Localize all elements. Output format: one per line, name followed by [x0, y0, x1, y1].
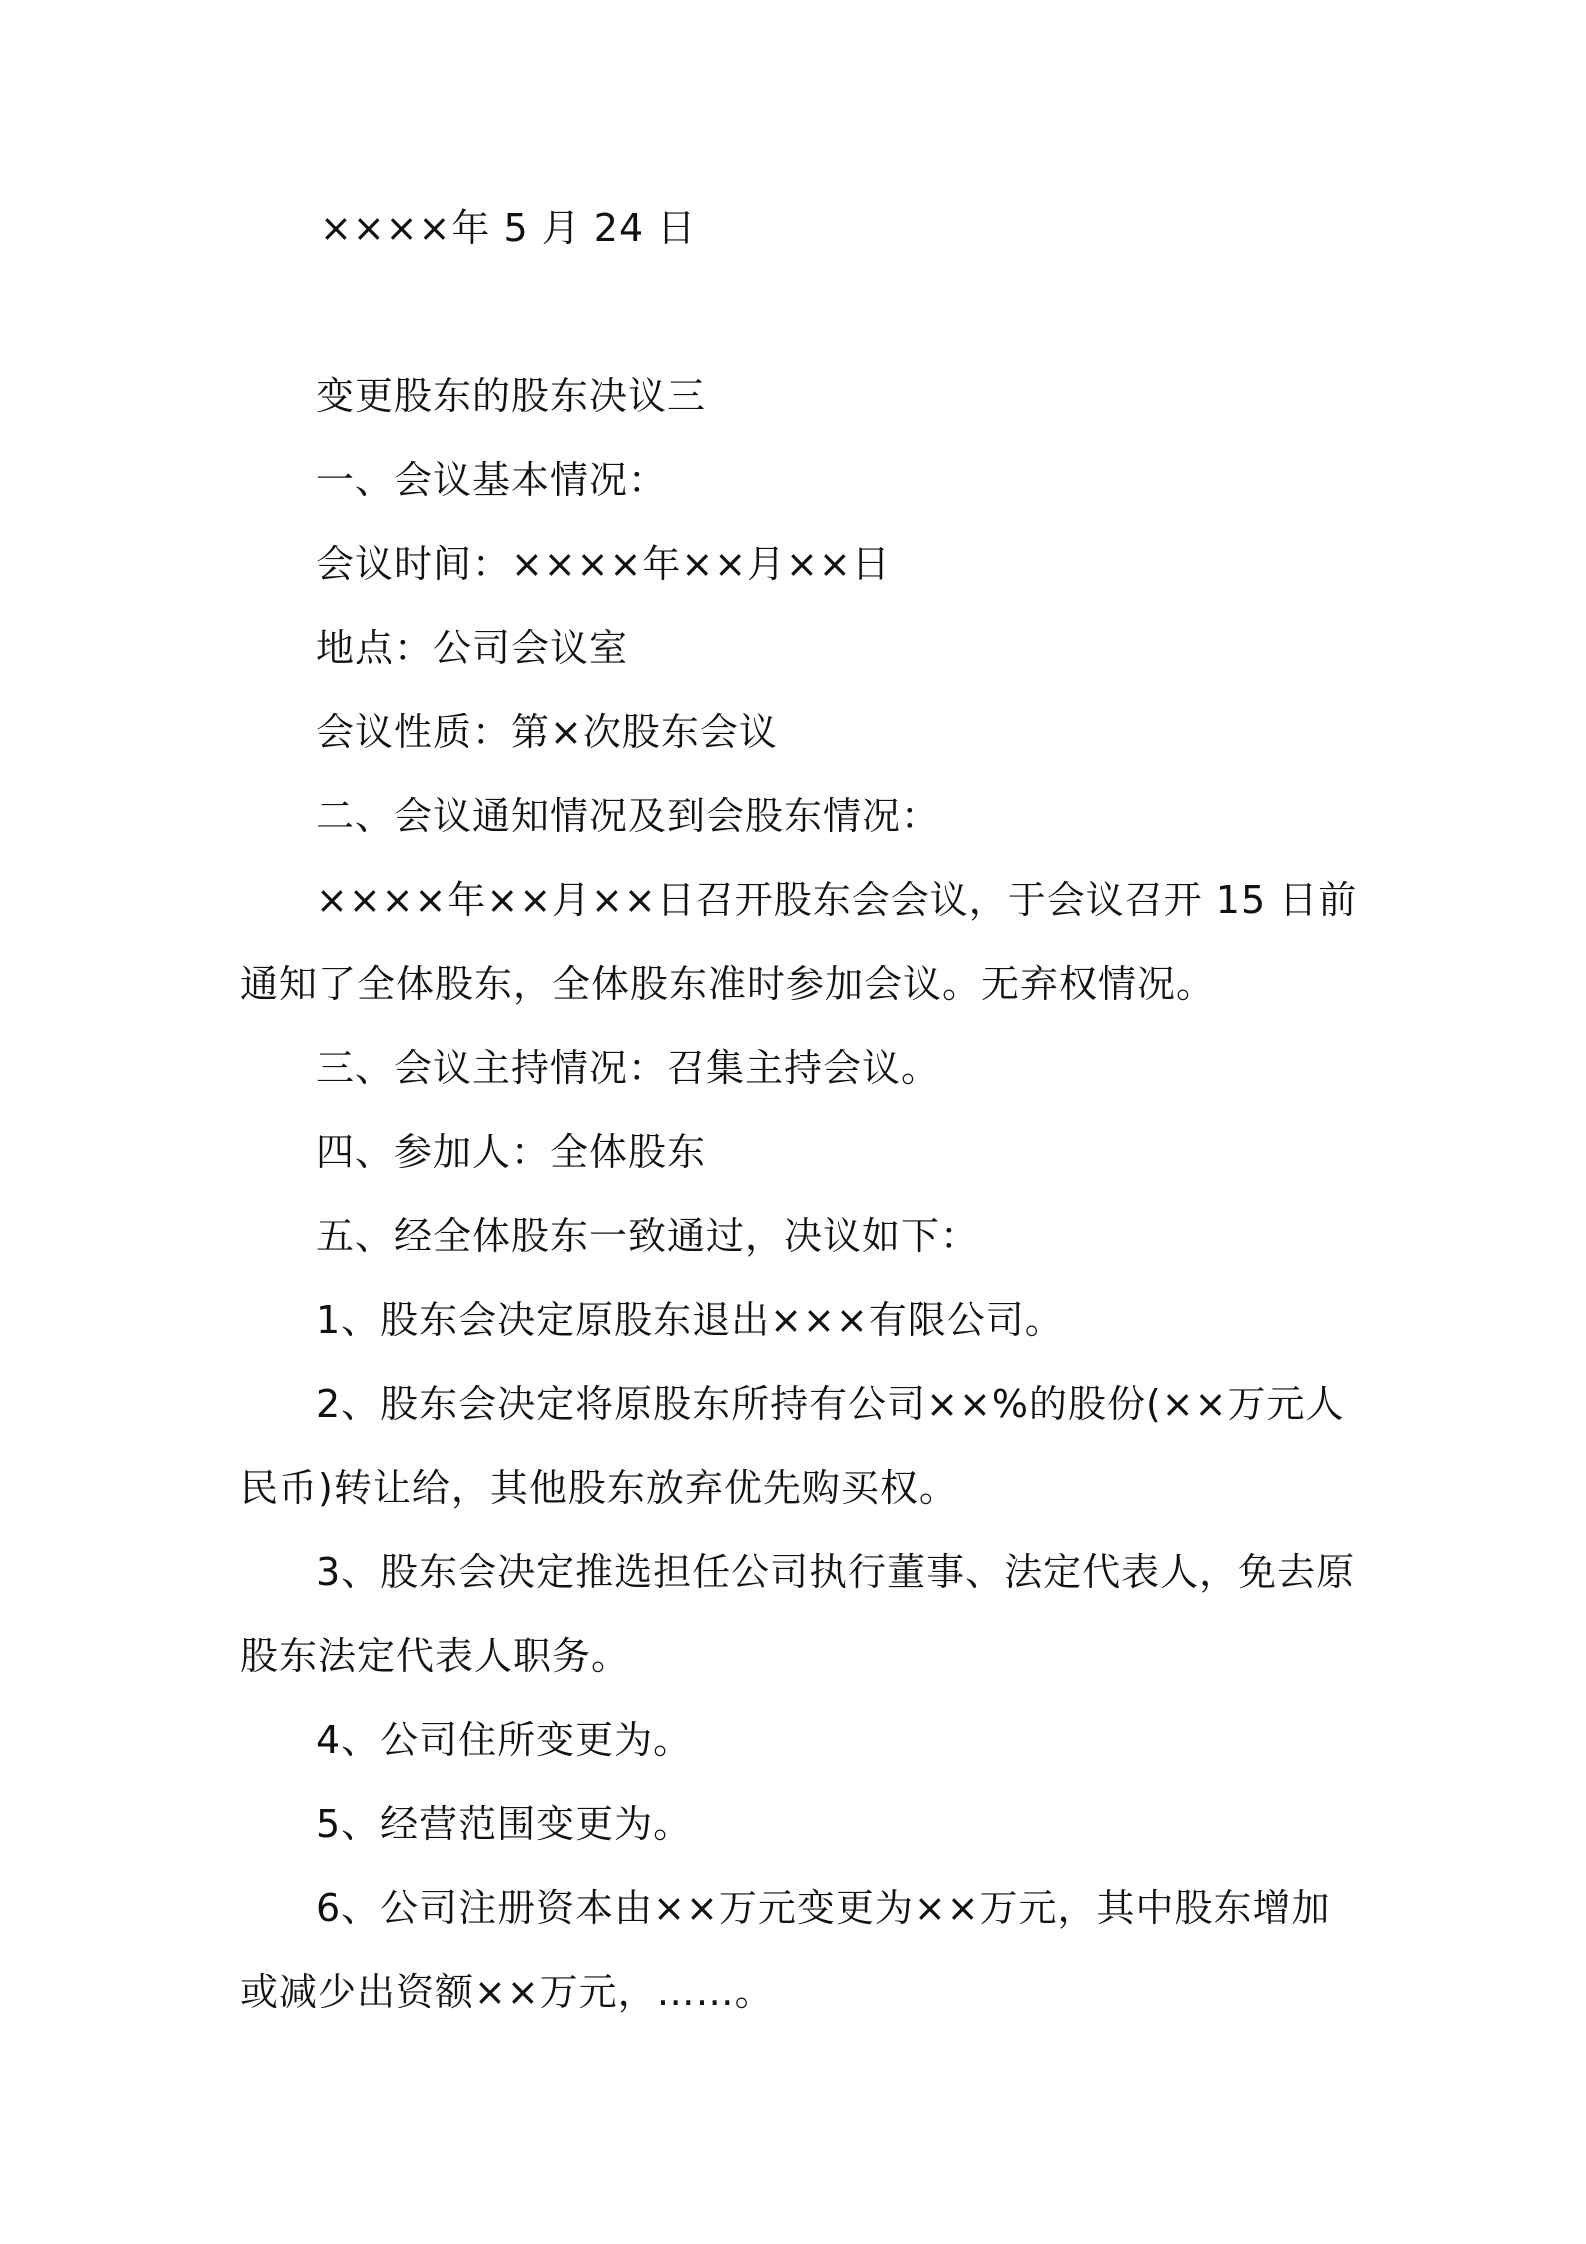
notice-paragraph: ××××年××月××日召开股东会会议，于会议召开 15 日前通知了全体股东，全体股东准时参加会议。无弃权情况。	[240, 878, 1358, 1006]
resolution-item-2: 2、股东会决定将原股东所持有公司××%的股份(××万元人民币)转让给，其他股东放弃优先购买权。	[240, 1382, 1345, 1510]
resolution-item-1: 1、股东会决定原股东退出×××有限公司。	[316, 1298, 1064, 1342]
meeting-location: 地点：公司会议室	[316, 626, 629, 670]
section-heading-meeting-basics: 一、会议基本情况：	[316, 458, 668, 502]
section-heading-chair: 三、会议主持情况：召集主持会议。	[316, 1046, 941, 1090]
meeting-time: 会议时间：××××年××月××日	[316, 542, 891, 586]
resolution-item-6: 6、公司注册资本由××万元变更为××万元，其中股东增加或减少出资额××万元，……。	[240, 1886, 1331, 2014]
meeting-nature: 会议性质：第×次股东会议	[316, 710, 778, 754]
section-heading-participants: 四、参加人：全体股东	[316, 1130, 707, 1174]
section-heading-notice-attendance: 二、会议通知情况及到会股东情况：	[316, 794, 941, 838]
resolution-title: 变更股东的股东决议三	[316, 374, 707, 418]
resolution-item-3: 3、股东会决定推选担任公司执行董事、法定代表人，免去原股东法定代表人职务。	[240, 1550, 1356, 1678]
resolution-item-5: 5、经营范围变更为。	[316, 1802, 693, 1846]
section-heading-resolutions: 五、经全体股东一致通过，决议如下：	[316, 1214, 980, 1258]
resolution-item-4: 4、公司住所变更为。	[316, 1718, 693, 1762]
date-line: ××××年 5 月 24 日	[320, 206, 697, 250]
